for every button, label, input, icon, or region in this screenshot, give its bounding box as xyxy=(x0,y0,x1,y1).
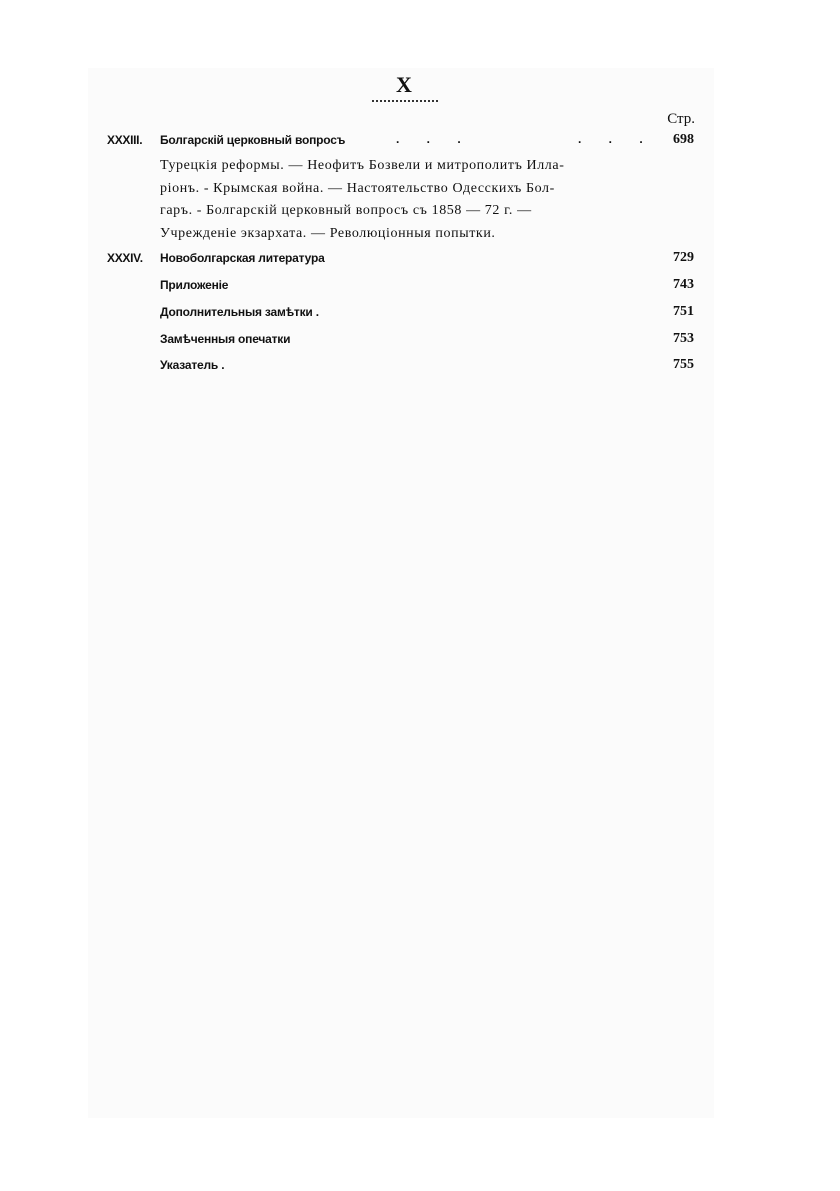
chapter-numeral: XXXIII. xyxy=(107,133,143,147)
section-title: Дополнительныя замѣтки . xyxy=(160,305,319,319)
chapter-description xyxy=(160,155,654,245)
page-ref: 755 xyxy=(673,357,694,372)
page-ref: 698 xyxy=(673,132,694,147)
toc-entry[interactable] xyxy=(0,277,840,297)
chapter-numeral: XXXIV. xyxy=(107,251,143,265)
toc-entry[interactable] xyxy=(0,304,840,324)
page-ref: 729 xyxy=(673,250,694,265)
description-line: ріонъ. - Крымская война. — Настоятельство Одесскихъ Бол- xyxy=(160,180,555,196)
section-title: Приложеніе xyxy=(160,278,229,292)
description-line: Учрежденіе экзархата. — Революціонныя попытки. xyxy=(160,225,496,241)
toc-entry[interactable] xyxy=(0,331,840,351)
page-ref: 751 xyxy=(673,304,694,319)
toc-entry[interactable] xyxy=(0,357,840,377)
description-line: Турецкія реформы. — Неофитъ Бозвели и митрополитъ Илла- xyxy=(160,158,565,173)
page-number: X xyxy=(396,72,412,97)
chapter-title: Болгарскій церковный вопросъ xyxy=(160,133,346,147)
page-column-label: Стр. xyxy=(667,111,695,127)
section-title: Указатель . xyxy=(160,358,225,372)
page-ref: 753 xyxy=(673,331,694,346)
dot-leader: . . . xyxy=(578,132,655,146)
toc-entry[interactable] xyxy=(0,250,840,270)
chapter-title: Новоболгарская литература xyxy=(160,251,325,265)
dot-leader: . . . xyxy=(396,132,473,146)
page-ref: 743 xyxy=(673,277,694,292)
toc-entry[interactable] xyxy=(0,132,840,152)
section-title: Замѣченныя опечатки xyxy=(160,332,291,346)
page-number-underline xyxy=(372,100,438,102)
description-line: гаръ. - Болгарскій церковный вопросъ съ 1858 — 72 г. — xyxy=(160,203,532,218)
